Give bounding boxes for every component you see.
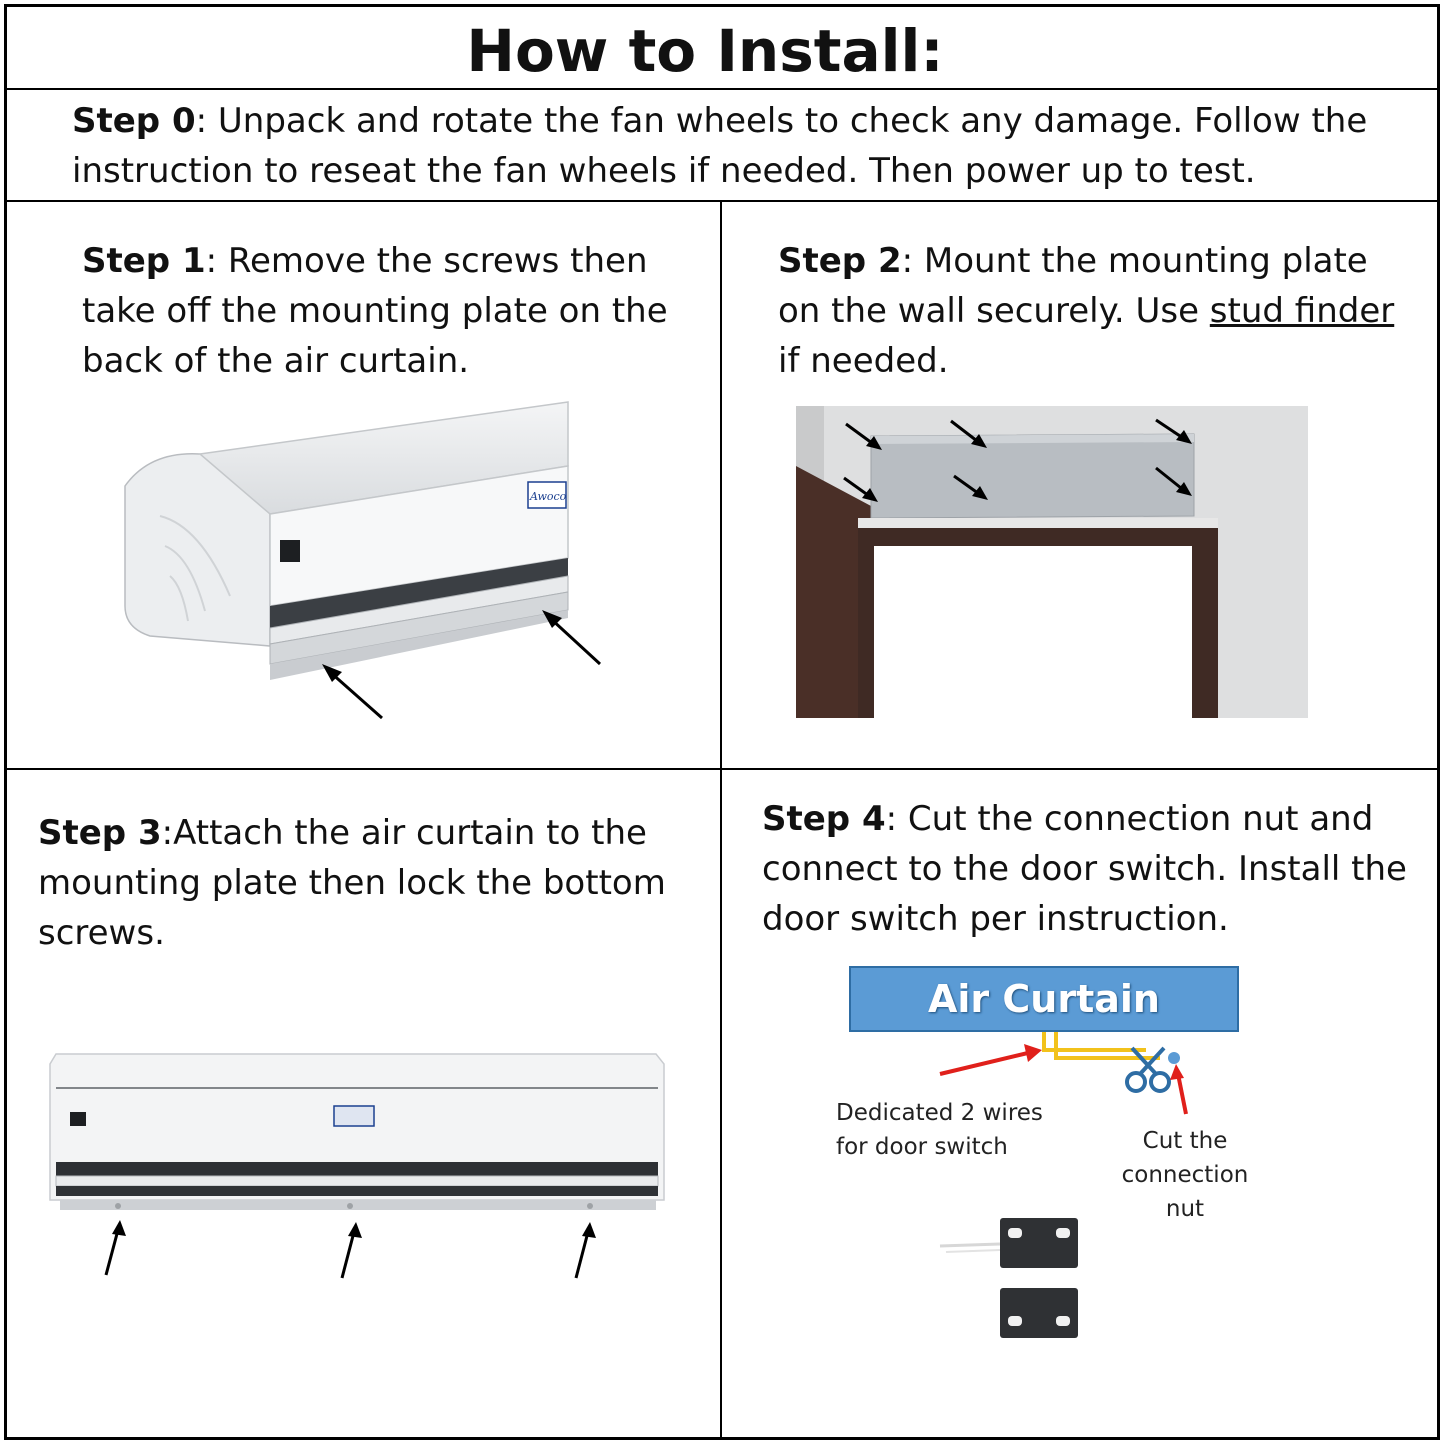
divider-step0 xyxy=(4,200,1440,202)
air-curtain-side-view-image xyxy=(110,396,630,726)
divider-middle xyxy=(4,768,1440,770)
air-curtain-box-label: Air Curtain xyxy=(928,977,1160,1021)
page-title: How to Install: xyxy=(466,17,944,85)
step3-text: Step 3:Attach the air curtain to the mounting plate then lock the bottom screws. xyxy=(38,813,666,953)
step2-label: Step 2 xyxy=(778,241,902,281)
cut-nut-label: Cut the connection nut xyxy=(1121,1128,1249,1222)
divider-vertical xyxy=(720,200,722,1440)
step0-text: Step 0: Unpack and rotate the fan wheels to check any damage. Follow the instruction to reseat the fan wheels if needed. Then power up to test. xyxy=(72,101,1368,191)
step1-label: Step 1 xyxy=(82,241,206,281)
stud-finder-link[interactable]: stud finder xyxy=(1209,291,1395,331)
wires-label: Dedicated 2 wires for door switch xyxy=(836,1100,1043,1160)
scissors-icon xyxy=(1127,1048,1169,1091)
step3-label: Step 3 xyxy=(38,813,162,853)
step4-label: Step 4 xyxy=(762,799,886,839)
step4-text: Step 4: Cut the connection nut and connect to the door switch. Install the door switch per instruction. xyxy=(762,799,1407,939)
door-switch-image xyxy=(936,1214,1086,1344)
step2-text: Step 2: Mount the mounting plate on the wall securely. Use stud finder if needed. xyxy=(778,241,1395,381)
air-curtain-box xyxy=(849,966,1239,1032)
brand-logo-text: Awoco xyxy=(530,490,567,503)
divider-title xyxy=(4,88,1440,90)
step1-text: Step 1: Remove the screws then take off the mounting plate on the back of the air curtain. xyxy=(82,241,668,381)
air-curtain-front-view-image xyxy=(46,1050,666,1285)
step0-label: Step 0 xyxy=(72,101,196,141)
mounting-plate-photo xyxy=(796,406,1308,718)
